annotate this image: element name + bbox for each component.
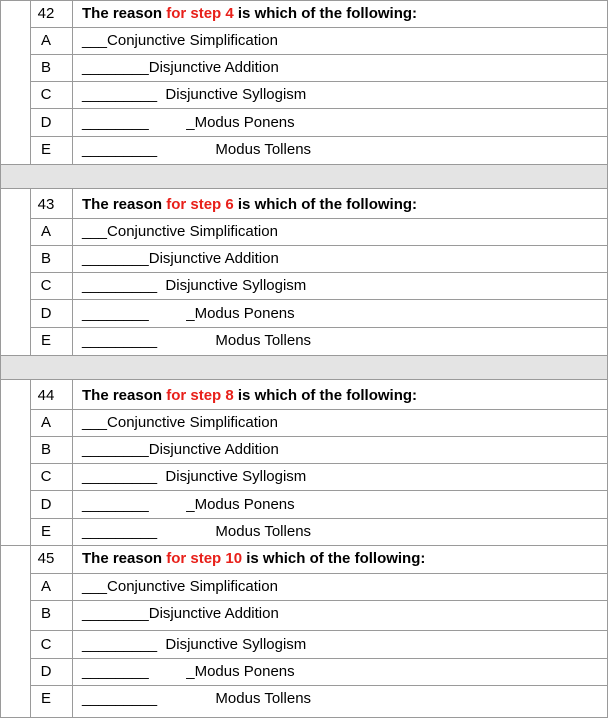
row-line (30, 518, 608, 519)
option-letter: D (40, 114, 52, 131)
column-line (30, 379, 31, 717)
row-line (0, 379, 608, 380)
row-line (30, 573, 608, 574)
option-text: _________ Disjunctive Syllogism (82, 277, 307, 294)
row-line (30, 327, 608, 328)
row-line (30, 463, 608, 464)
option-text: ___Conjunctive Simplification (82, 32, 278, 49)
option-letter: C (40, 277, 52, 294)
row-line (30, 54, 608, 55)
option-text: ________ _Modus Ponens (82, 305, 295, 322)
question-number: 42 (37, 5, 55, 22)
option-letter: A (40, 578, 51, 595)
question-number: 44 (37, 387, 55, 404)
row-line (30, 272, 608, 273)
option-letter: D (40, 305, 52, 322)
table-border (0, 717, 608, 718)
option-text: _________ Disjunctive Syllogism (82, 468, 307, 485)
option-text: ________ _Modus Ponens (82, 496, 295, 513)
option-text: _________ Disjunctive Syllogism (82, 86, 307, 103)
question-text: The reason for step 10 is which of the following: (82, 550, 426, 567)
question-text: The reason for step 8 is which of the following: (82, 387, 418, 404)
row-line (30, 108, 608, 109)
column-line (30, 0, 31, 164)
option-letter: B (40, 441, 51, 458)
question-text: The reason for step 4 is which of the following: (82, 5, 418, 22)
option-text: ___Conjunctive Simplification (82, 578, 278, 595)
row-line (30, 299, 608, 300)
option-text: ________Disjunctive Addition (82, 250, 279, 267)
option-letter: A (40, 223, 51, 240)
question-number: 45 (37, 550, 55, 567)
row-line (30, 409, 608, 410)
row-line (0, 545, 608, 546)
question-text: The reason for step 6 is which of the following: (82, 196, 418, 213)
row-line (30, 600, 608, 601)
row-line (30, 630, 608, 631)
column-line (72, 379, 73, 717)
option-letter: D (40, 496, 52, 513)
row-line (0, 164, 608, 165)
row-line (30, 27, 608, 28)
row-line (30, 658, 608, 659)
row-line (30, 81, 608, 82)
step-highlight: for step 6 (166, 196, 234, 213)
option-text: ___Conjunctive Simplification (82, 223, 278, 240)
option-letter: E (40, 690, 51, 707)
option-letter: B (40, 605, 51, 622)
option-letter: C (40, 468, 52, 485)
row-line (30, 218, 608, 219)
option-text: _________ Modus Tollens (82, 141, 312, 158)
step-highlight: for step 10 (166, 550, 243, 567)
option-text: ________ _Modus Ponens (82, 114, 295, 131)
option-text: _________ Modus Tollens (82, 332, 312, 349)
option-letter: C (40, 86, 52, 103)
option-letter: B (40, 250, 51, 267)
option-text: ________Disjunctive Addition (82, 441, 279, 458)
option-letter: E (40, 332, 51, 349)
option-letter: B (40, 59, 51, 76)
option-text: ________Disjunctive Addition (82, 59, 279, 76)
step-highlight: for step 8 (166, 387, 234, 404)
spacer-row (1, 164, 607, 188)
option-letter: A (40, 32, 51, 49)
option-letter: E (40, 141, 51, 158)
option-text: _________ Modus Tollens (82, 523, 312, 540)
row-line (30, 136, 608, 137)
option-text: ________ _Modus Ponens (82, 663, 295, 680)
row-line (0, 188, 608, 189)
row-line (30, 245, 608, 246)
row-line (30, 436, 608, 437)
option-text: _________ Modus Tollens (82, 690, 312, 707)
question-number: 43 (37, 196, 55, 213)
spacer-row (1, 355, 607, 379)
row-line (30, 685, 608, 686)
option-letter: A (40, 414, 51, 431)
option-letter: E (40, 523, 51, 540)
option-text: ________Disjunctive Addition (82, 605, 279, 622)
table-border (0, 0, 1, 718)
option-text: ___Conjunctive Simplification (82, 414, 278, 431)
column-line (72, 0, 73, 164)
step-highlight: for step 4 (166, 5, 234, 22)
row-line (30, 490, 608, 491)
row-line (0, 355, 608, 356)
option-text: _________ Disjunctive Syllogism (82, 636, 307, 653)
option-letter: C (40, 636, 52, 653)
table-border (0, 0, 608, 1)
option-letter: D (40, 663, 52, 680)
